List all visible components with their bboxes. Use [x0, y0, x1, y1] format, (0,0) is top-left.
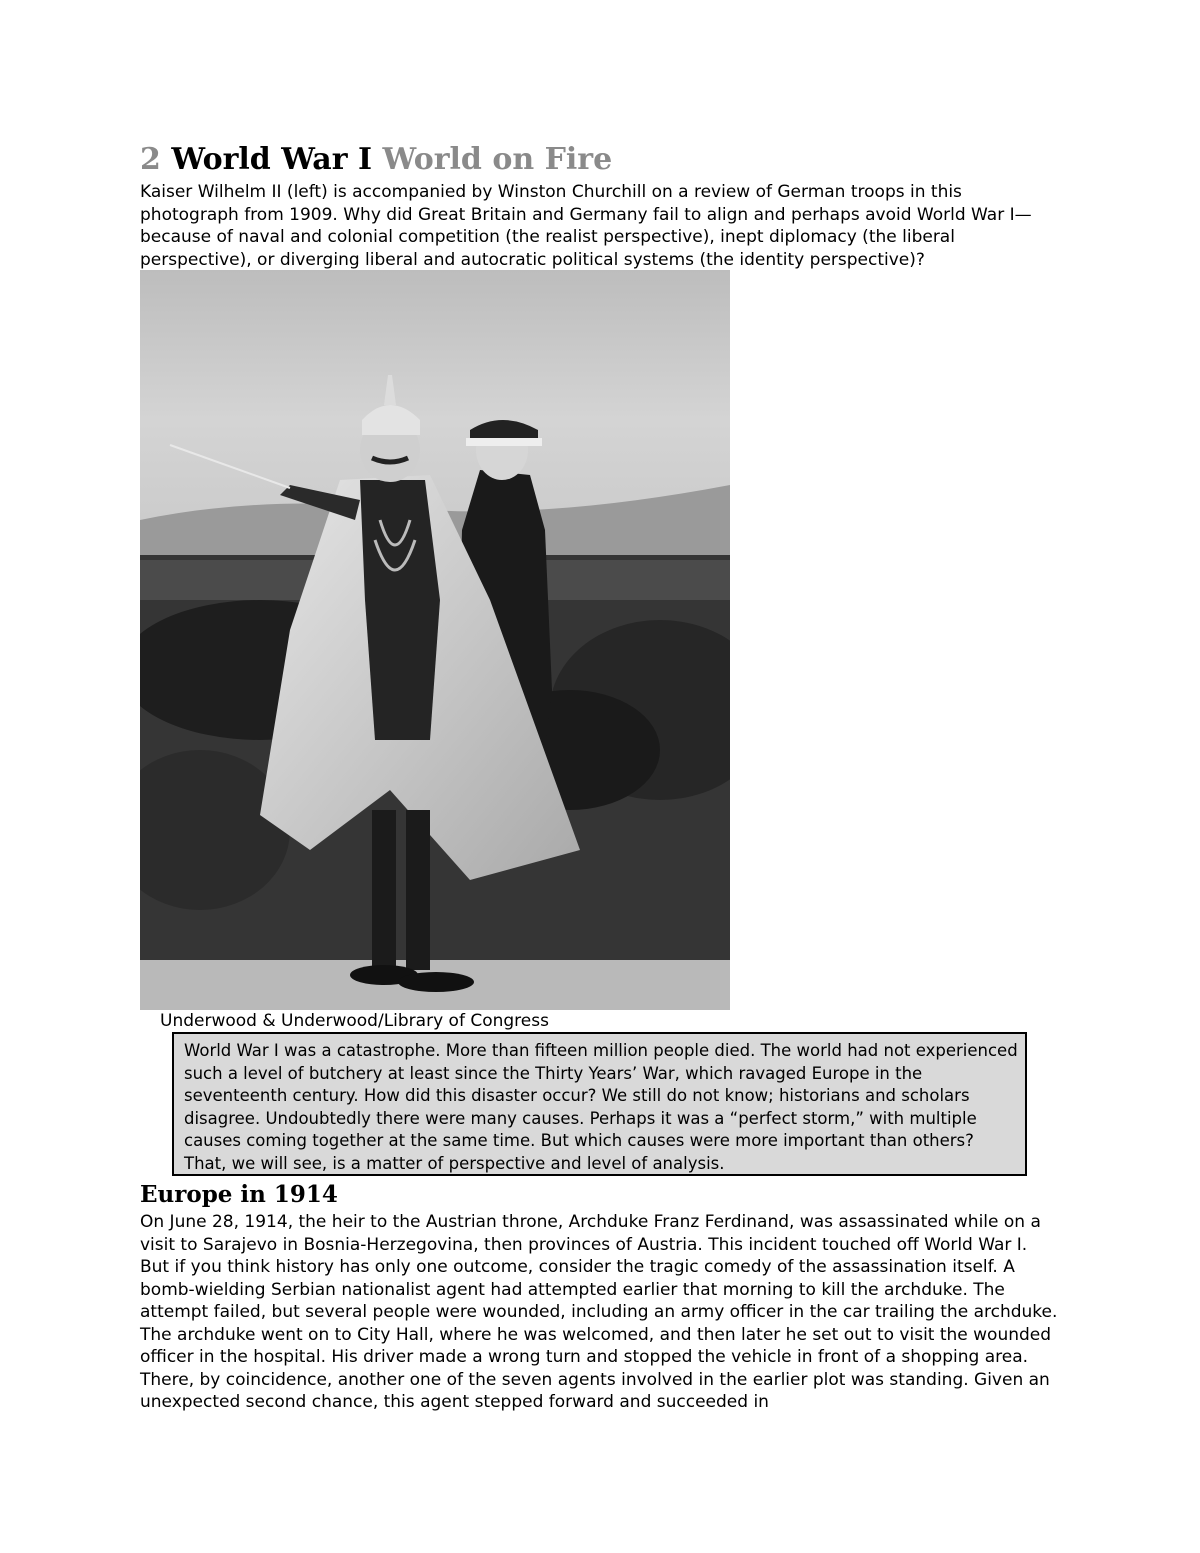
- photo-credit: Underwood & Underwood/Library of Congress: [160, 1011, 549, 1031]
- chapter-title: [140, 140, 612, 180]
- chapter-subtitle: World on Fire: [382, 142, 613, 177]
- historical-photo: [140, 270, 730, 1010]
- chapter-number: 2: [140, 142, 161, 177]
- photo-illustration: [140, 270, 730, 1010]
- chapter-main-title: World War I: [171, 142, 373, 177]
- section-body: On June 28, 1914, the heir to the Austrian throne, Archduke Franz Ferdinand, was assassinated while on a visit to Sarajevo in Bosnia-Herzegovina, then provinces of Austria. This incident touched off World War I. But if you think history has only one outcome, consider the tragic comedy of the assassination itself. A bomb-wielding Serbian nationalist agent had attempted earlier that morning to kill the archduke. The attempt failed, but several people were wounded, including an army officer in the car trailing the archduke. The archduke went on to City Hall, where he was welcomed, and then later he set out to visit the wounded officer in the hospital. His driver made a wrong turn and stopped the vehicle in front of a shopping area. There, by coincidence, another one of the seven agents involved in the earlier plot was standing. Given an unexpected second chance, this agent stepped forward and succeeded in: [140, 1212, 1058, 1412]
- callout-box: World War I was a catastrophe. More than fifteen million people died. The world had not experienced such a level of butchery at least since the Thirty Years’ War, which ravaged Europe in the seventeenth century. How did this disaster occur? We still do not know; historians and scholars disagree. Undoubtedly there were many causes. Perhaps it was a “perfect storm,” with multiple causes coming together at the same time. But which causes were more important than others? That, we will see, is a matter of perspective and level of analysis.: [172, 1032, 1027, 1176]
- section-heading: Europe in 1914: [140, 1181, 338, 1208]
- photo-caption-intro: Kaiser Wilhelm II (left) is accompanied by Winston Churchill on a review of German troops in this photograph from 1909. Why did Great Britain and Germany fail to align and perhaps avoid World War I—because of naval and colonial competition (the realist perspective), inept diplomacy (the liberal perspective), or diverging liberal and autocratic political systems (the identity perspective)?: [140, 182, 1032, 270]
